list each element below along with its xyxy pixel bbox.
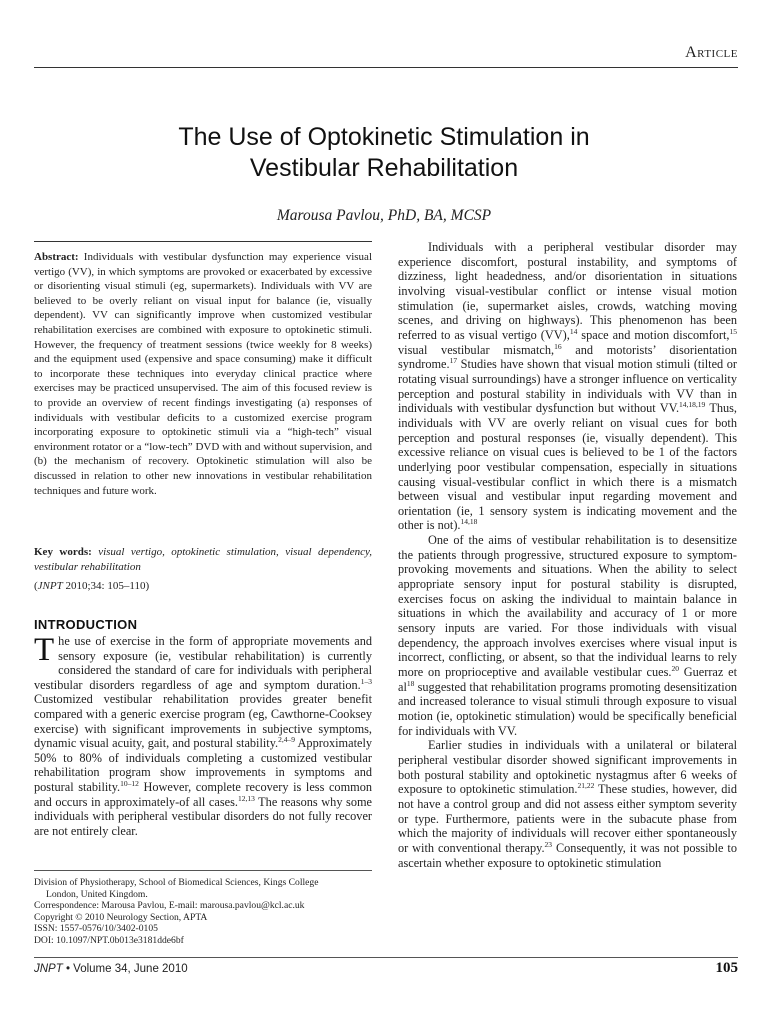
- reference-citation: 18: [406, 678, 415, 688]
- intro-segment-text: However, complete recovery is less common and occurs in approximately-of all cases.: [34, 779, 372, 809]
- affiliation-location: London, United Kingdom.: [46, 888, 148, 900]
- affiliations: [34, 877, 372, 947]
- body-segment-text: and motorists’ disorientation syndrome.: [398, 342, 738, 372]
- page-number: 105: [715, 960, 738, 976]
- body-segment-text: space and motion discomfort,: [577, 327, 730, 342]
- doi: DOI: 10.1097/NPT.0b013e3181dde6bf: [34, 934, 184, 946]
- reference-citation: 15: [729, 326, 737, 336]
- body-segment-text: Individuals with a peripheral vestibular disorder may experience discomfort, postural instability, and symptoms of dizziness, light headedness, and/or disorientation in situations involving visual-vestibular conflict or intense visual motion stimulation (ie, supermarket aisles, crowds, watching moving scenes, and driving on highways). This phenomenon has been referred to as visual vertigo (VV),: [398, 240, 737, 342]
- body-segment-text: One of the aims of vestibular rehabilitation is to desensitize the patients through progressive, structured exposure to symptom-provoking movements and situations. When the ability to select appropriate sensory input for postural stability is disrupted, exercises focus on asking the individual to maintain balance in situations in which the availability and accuracy of 1 or more sensory inputs are varied. For those individuals with visual dependency, the approach involves exercises where visual input is incorrect, conflicting, or absent, so that the individual learns to rely more on proprioceptive and available vestibular cues.: [398, 533, 737, 680]
- keywords-label: Key words:: [34, 546, 92, 558]
- introduction-paragraph: [34, 634, 372, 838]
- body-segment-text: Consequently, it was not possible to ascertain whether exposure to optokinetic stimulation: [398, 840, 737, 870]
- footer-volume: Volume 34, June 2010: [73, 963, 188, 975]
- abstract-rule: [34, 241, 372, 242]
- abstract: [34, 250, 372, 498]
- abstract-label: Abstract:: [34, 251, 79, 263]
- citation-journal: JNPT: [37, 580, 63, 592]
- body-segment-text: Guerraz et al: [398, 665, 737, 694]
- issn: ISSN: 1557-0576/10/3402-0105: [34, 923, 158, 935]
- body-segment-text: Studies have shown that visual motion stimuli (tilted or rotating visual surroundings) have a stronger influence on verticality perception and postural stability in individuals with VV than in individuals with vestibular dysfunction but without VV.: [398, 357, 737, 416]
- title-line-2: Vestibular Rehabilitation: [249, 154, 519, 182]
- reference-citation: 14: [569, 326, 578, 336]
- reference-citation: 1–3: [360, 676, 372, 686]
- reference-citation: 21,22: [577, 781, 595, 791]
- body-paragraph: [398, 738, 737, 870]
- reference-citation: 2,4–9: [278, 735, 296, 745]
- body-paragraph: [398, 240, 737, 533]
- body-segment-text: visual vestibular mismatch,: [398, 342, 555, 357]
- reference-citation: 10–12: [120, 778, 139, 788]
- reference-citation: 20: [671, 663, 679, 673]
- abstract-text: Individuals with vestibular dysfunction may experience visual vertigo (VV), in which symptoms are provoked or exacerbated by excessive or disorienting visual stimuli (eg, supermarkets). Individuals with VV are believed to be overly reliant on visual input for balance (ie, visually dependent). VV can significantly improve when customized vestibular rehabilitation exercises are combined with exposure to optokinetic stimuli. However, the frequency of treatment sessions (twice weekly for 8 weeks) and the equipment used (expensive and space consuming) make it difficult to incorporate these techniques into everyday clinical practice where exercises may be practiced unsupervised. The aim of this focused review is to provide an overview of recent findings investigating (a) responses of individuals with vestibular deficits to a customized exercise program incorporating exposure to optokinetic stimuli via a “high-tech” visual environment rotator or a “low-tech” DVD with and without supervision, and (b) the mechanism of recovery. Optokinetic stimulation will also be discussed in relation to other new innovations in vestibular rehabilitation techniques and future work.: [34, 251, 372, 497]
- intro-segment-text: The reasons why some individuals with peripheral vestibular disorders do not fully recover are not entirely clear.: [34, 794, 372, 838]
- footer-rule: [34, 957, 738, 958]
- body-segment-text: Thus, individuals with VV are overly reliant on visual cues for both perception and postural responses (ie, visually dependent). This excessive reliance on visual cues is believed to be 1 of the factors underlying poor vestibular compensation, especially in situations causing visual-vestibular conflict in which there is a mismatch between visual and vestibular input regarding movement and orientation (ie, 1 sensory system is indicating movement and the other is not).: [398, 401, 737, 533]
- keywords: [34, 545, 372, 574]
- intro-segment-text: Approximately 50% to 80% of individuals completing a customized vestibular rehabilitation program show improvements in symptoms and postural stability.: [34, 736, 373, 794]
- header-rule: [34, 67, 738, 68]
- section-heading-introduction: INTRODUCTION: [34, 617, 138, 632]
- reference-citation: 14,18,19: [679, 400, 706, 410]
- reference-citation: 23: [544, 839, 553, 849]
- section-label: Article: [685, 44, 738, 61]
- reference-citation: 17: [449, 356, 458, 366]
- author-line: Marousa Pavlou, PhD, BA, MCSP: [276, 207, 492, 224]
- drop-cap: T: [34, 632, 55, 668]
- reference-citation: 12,13: [237, 793, 255, 803]
- affiliation-division: Division of Physiotherapy, School of Biomedical Sciences, Kings College: [34, 877, 319, 888]
- title-line-1: The Use of Optokinetic Stimulation in: [178, 123, 590, 151]
- introduction-text: [34, 634, 372, 838]
- citation: (JNPT 2010;34: 105–110): [34, 580, 150, 592]
- body-paragraph: [398, 533, 737, 738]
- intro-segment-text: he use of exercise in the form of appropriate movements and sensory exposure (ie, vestibular rehabilitation) is currently considered the standard of care for individuals with peripheral vestibular disorders regardless of age and symptom duration.: [34, 634, 372, 692]
- intro-segment-text: Customized vestibular rehabilitation provides greater benefit compared with a generic exercise program (eg, Cawthorne-Cooksey exercise) with significant improvements in subjective symptoms, dynamic visual acuity, gait, and postural stability.: [34, 692, 372, 751]
- article-title: [84, 122, 684, 184]
- footer-journal-info: JNPT • Volume 34, June 2010: [34, 963, 188, 975]
- footer-journal: JNPT: [34, 963, 63, 975]
- body-segment-text: These studies, however, did not have a control group and did not assess either symptom severity or type. Furthermore, patients were in the subacute phase from which the majority of individuals will recover either spontaneously or with conventional therapy.: [398, 782, 737, 855]
- right-column: [398, 240, 737, 870]
- reference-citation: 14,18: [460, 517, 478, 527]
- footnote-rule: [34, 870, 372, 871]
- keywords-text: visual vertigo, optokinetic stimulation, visual dependency, vestibular rehabilitation: [34, 546, 373, 573]
- body-segment-text: Earlier studies in individuals with a unilateral or bilateral peripheral vestibular disorder showed significant improvements in both postural stability and optokinetic nystagmus after 6 weeks of exposure to optokinetic stimulation.: [398, 738, 737, 797]
- copyright: Copyright © 2010 Neurology Section, APTA: [34, 911, 208, 923]
- body-segment-text: suggested that rehabilitation programs promoting desensitization and increased tolerance to visual stimuli through exposure to visual motion (ie, optokinetic stimulation) would be specifically beneficial for individuals with VV.: [398, 679, 737, 738]
- correspondence: Correspondence: Marousa Pavlou, E-mail: marousa.pavlou@kcl.ac.uk: [34, 900, 305, 912]
- citation-details: 2010;34: 105–110): [65, 580, 150, 592]
- reference-citation: 16: [554, 341, 562, 351]
